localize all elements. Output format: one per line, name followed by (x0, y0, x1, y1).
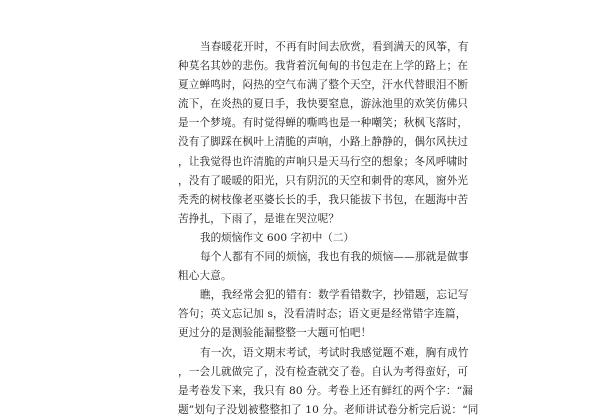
paragraph-3 (178, 286, 469, 343)
paragraph-1 (178, 38, 469, 229)
text-line: 流下，在炎热的夏日手，我快要窒息，游泳池里的欢笑仿佛只 (178, 98, 469, 111)
section-heading: 我的烦恼作文 600 字初中（二） (200, 231, 355, 244)
text-line: 题”划句子没划被整整扣了 10 分。老师讲试卷分析完后说：“同 (178, 403, 479, 416)
text-line: ，没有了暖暖的阳光，只有阴沉的天空和刺骨的寒风，窗外光 (178, 174, 469, 187)
text-line: 是考卷发下来，我只有 80 分。考卷上还有鲜红的两个字：“漏 (178, 384, 473, 397)
text-line: 瞧，我经常会犯的错有：数学看错数字，抄错题，忘记写 (200, 289, 469, 302)
text-line: 更过分的是测验能漏整整一大题可怕吧！ (178, 327, 372, 340)
text-line: 每个人都有不同的烦恼，我也有我的烦恼——那就是做事 (200, 251, 469, 264)
text-line: 没有了脚踩在枫叶上清脆的声响，小路上静静的，偶尔风扶过 (178, 136, 469, 149)
text-line: ，一会儿就做完了，没有检查就交了卷。自认为考得蛮好，可 (178, 365, 469, 378)
text-line: 粗心大意。 (178, 270, 232, 283)
paragraph-2 (178, 248, 469, 286)
text-line: 有一次，语文期末考试，考试时我感觉题不难，胸有成竹 (200, 346, 469, 359)
text-line: 答句；英文忘记加 s，没看清时态；语文更是经常错字连篇， (178, 308, 467, 321)
text-line: 秃秃的树枝像老巫婆长长的手，我只能拔下书包，在题海中苦 (178, 193, 469, 206)
text-line: 是一个梦境。有时觉得蝉的嘶鸣也是一种嘲笑；秋枫飞落时， (178, 117, 469, 130)
text-line: 苦挣扎，下雨了，是谁在哭泣呢？ (178, 212, 340, 225)
text-line: 种莫名其妙的悲伤。我背着沉甸甸的书包走在上学的路上；在 (178, 60, 469, 73)
text-line: 夏立蝉鸣时，闷热的空气布满了整个天空，汗水代替眼泪不断 (178, 79, 469, 92)
text-line: 当春暖花开时，不再有时间去欣赏，看到满天的风筝，有 (200, 41, 469, 53)
document-body (178, 38, 479, 420)
paragraph-4 (178, 344, 479, 420)
text-line: ，让我觉得也许清脆的声响只是天马行空的想象；冬风呼啸时 (178, 155, 469, 168)
